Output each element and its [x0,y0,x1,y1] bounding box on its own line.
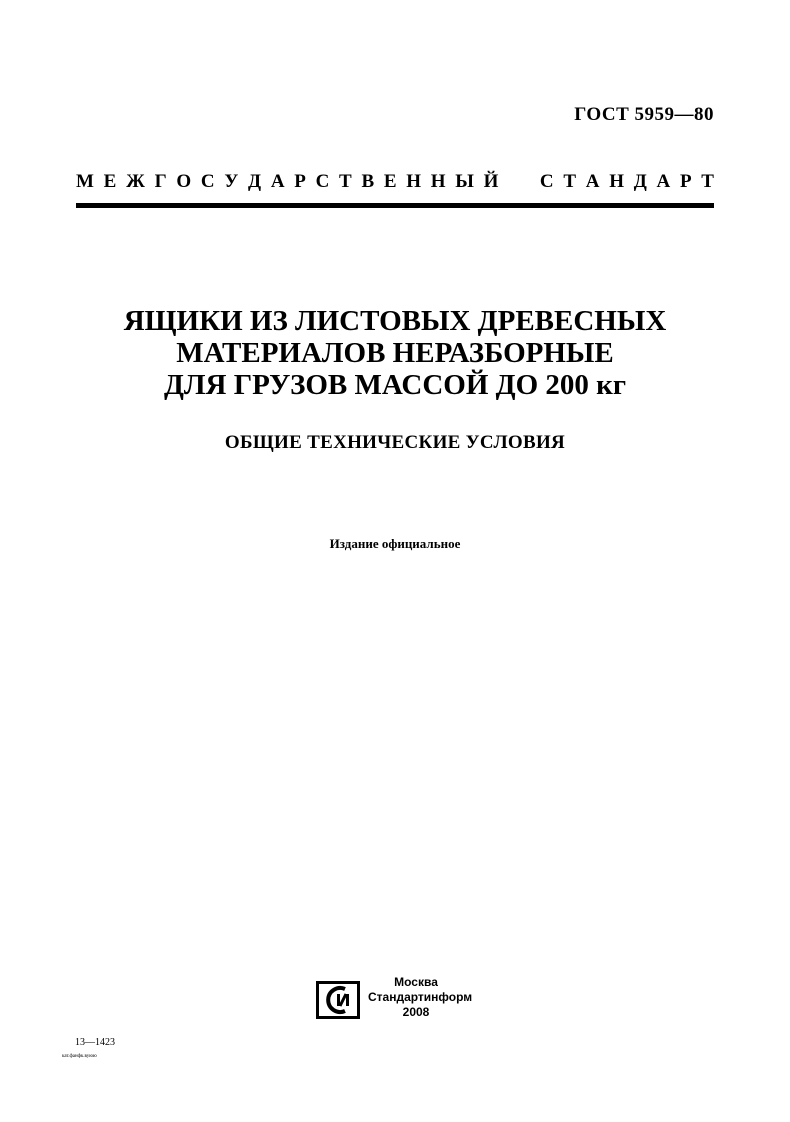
publisher-name: Стандартинформ [368,990,473,1004]
standard-type-heading [76,171,714,193]
publication-year: 2008 [402,1005,430,1019]
standard-type-letter: Н [406,171,422,192]
standard-type-letter: А [656,171,671,192]
standard-type-letter: Е [383,171,397,192]
standard-type-letter: Н [430,171,446,192]
order-number: 13—1423 [75,1037,115,1048]
standard-type-letter: С [539,171,554,192]
standard-type-letter: Й [483,171,499,192]
edition-note: Издание официальное [329,536,461,551]
standard-type-letter: Г [154,171,167,192]
title-line-3: ДЛЯ ГРУЗОВ МАССОЙ ДО 200 кг [163,369,627,401]
standard-type-letter: С [315,171,330,192]
standard-type-letter: Е [103,171,117,192]
standard-type-letter: М [76,171,94,192]
standard-type-letter: Р [294,171,306,192]
title-line-2: МАТЕРИАЛОВ НЕРАЗБОРНЫЕ [176,337,614,369]
standard-type-letter: О [176,171,192,192]
standard-type-letter: Н [609,171,624,192]
title-line-1: ЯЩИКИ ИЗ ЛИСТОВЫХ ДРЕВЕСНЫХ [123,305,667,337]
standard-type-letter: Ж [126,171,145,192]
standard-type-letter: Д [248,171,262,192]
standard-type-letter: Т [339,171,352,192]
publisher-logo-icon [315,980,361,1020]
standard-type-gap [508,171,530,193]
standard-type-letter: Р [679,171,692,192]
standard-type-letter: Т [701,171,714,192]
publisher-info [368,975,473,1020]
standard-type-letter: В [361,171,375,192]
standard-type-letter: У [224,171,239,192]
standard-type-letter: С [200,171,215,192]
document-number: ГОСТ 5959—80 [574,104,714,125]
header-divider [76,203,714,208]
document-subtitle: ОБЩИЕ ТЕХНИЧЕСКИЕ УСЛОВИЯ [224,432,566,453]
standard-type-letter: А [585,171,600,192]
standard-type-letter: Д [633,171,647,192]
document-title [60,305,730,401]
publisher-city: Москва [394,975,438,989]
print-note: кат.фанфк.вуюю [62,1054,97,1059]
standard-type-letter: Ы [455,171,474,192]
standard-type-letter: А [270,171,285,192]
standard-type-letter: Т [563,171,577,192]
